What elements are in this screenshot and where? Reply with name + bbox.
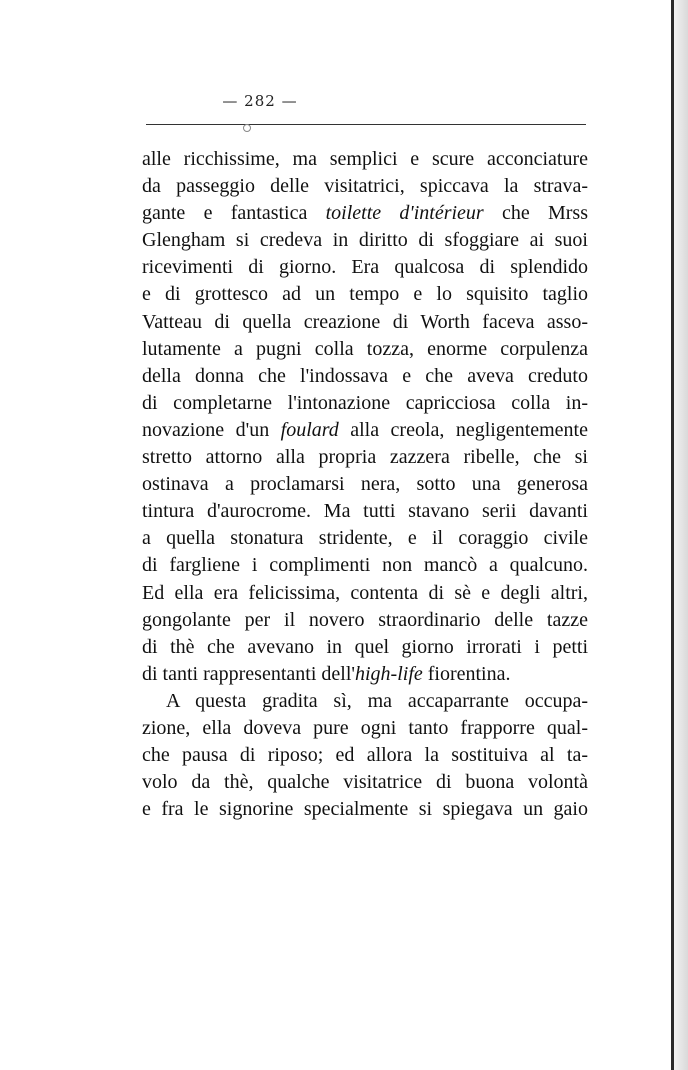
body-text	[142, 146, 588, 823]
text-line	[142, 471, 588, 498]
text-line	[142, 390, 588, 417]
text-line	[142, 281, 588, 308]
text-segment: che Mrss	[483, 202, 589, 225]
text-line	[142, 715, 588, 742]
text-line	[142, 661, 588, 688]
text-line	[142, 634, 588, 661]
header-rule-mark	[243, 124, 251, 132]
text-segment: A questa gradita sì, ma accaparrante occupa-	[166, 689, 588, 712]
text-segment: gongolante per il novero straordinario delle tazze	[142, 608, 588, 631]
text-segment: della donna che l'indossava e che aveva creduto	[142, 364, 588, 387]
text-line	[142, 363, 588, 390]
text-segment: volo da thè, qualche visitatrice di buona volontà	[142, 771, 588, 794]
page-edge-shadow	[674, 0, 688, 1070]
text-line	[142, 607, 588, 634]
text-line	[142, 796, 588, 823]
italic-phrase: high-life	[354, 662, 423, 685]
text-segment: ostinava a proclamarsi nera, sotto una generosa	[142, 473, 588, 496]
text-line	[142, 525, 588, 552]
text-line	[142, 580, 588, 607]
text-segment: alla creola, negligentemente	[338, 418, 588, 441]
text-segment: a quella stonatura stridente, e il coraggio civile	[142, 527, 588, 550]
text-segment: di completarne l'intonazione capricciosa colla in-	[142, 391, 588, 414]
text-segment: novazione d'un	[142, 418, 281, 441]
page-number: — 282 —	[222, 92, 298, 110]
text-segment: zione, ella doveva pure ogni tanto frapporre qual-	[142, 716, 588, 739]
text-segment: che pausa di riposo; ed allora la sostituiva al ta-	[142, 744, 588, 767]
text-segment: e fra le signorine specialmente si spiegava un gaio	[142, 798, 588, 821]
text-segment: ricevimenti di giorno. Era qualcosa di splendido	[142, 256, 588, 279]
text-segment: tintura d'aurocrome. Ma tutti stavano serii davanti	[142, 500, 588, 523]
text-segment: lutamente a pugni colla tozza, enorme corpulenza	[142, 337, 588, 360]
text-segment: gante e fantastica	[142, 202, 326, 225]
page-edge-line	[671, 0, 674, 1070]
text-line	[142, 336, 588, 363]
text-line	[142, 173, 588, 200]
text-line	[142, 552, 588, 579]
text-segment: da passeggio delle visitatrici, spiccava la strava-	[142, 175, 588, 198]
text-line	[142, 498, 588, 525]
text-line	[142, 444, 588, 471]
text-segment: di fargliene i complimenti non mancò a qualcuno.	[142, 554, 588, 577]
text-line	[142, 417, 588, 444]
text-segment: e di grottesco ad un tempo e lo squisito taglio	[142, 283, 588, 306]
text-line	[142, 227, 588, 254]
text-line	[142, 254, 588, 281]
text-segment: Ed ella era felicissima, contenta di sè e degli altri,	[142, 581, 588, 604]
text-line	[142, 146, 588, 173]
text-segment: alle ricchissime, ma semplici e scure acconciature	[142, 148, 588, 170]
text-line	[142, 688, 588, 715]
italic-phrase: foulard	[280, 418, 339, 441]
text-segment: di thè che avevano in quel giorno irrorati i petti	[142, 635, 588, 658]
text-segment: di tanti rappresentanti dell'	[142, 662, 355, 685]
text-segment: fiorentina.	[422, 662, 511, 685]
text-line	[142, 200, 588, 227]
italic-phrase: toilette d'intérieur	[325, 202, 484, 225]
text-line	[142, 769, 588, 796]
text-line	[142, 309, 588, 336]
text-segment: Glengham si credeva in diritto di sfoggiare ai suoi	[142, 229, 588, 252]
text-segment: Vatteau di quella creazione di Worth faceva asso-	[142, 310, 588, 333]
header-rule	[146, 124, 586, 125]
text-line	[142, 742, 588, 769]
text-segment: stretto attorno alla propria zazzera ribelle, che si	[142, 446, 588, 469]
